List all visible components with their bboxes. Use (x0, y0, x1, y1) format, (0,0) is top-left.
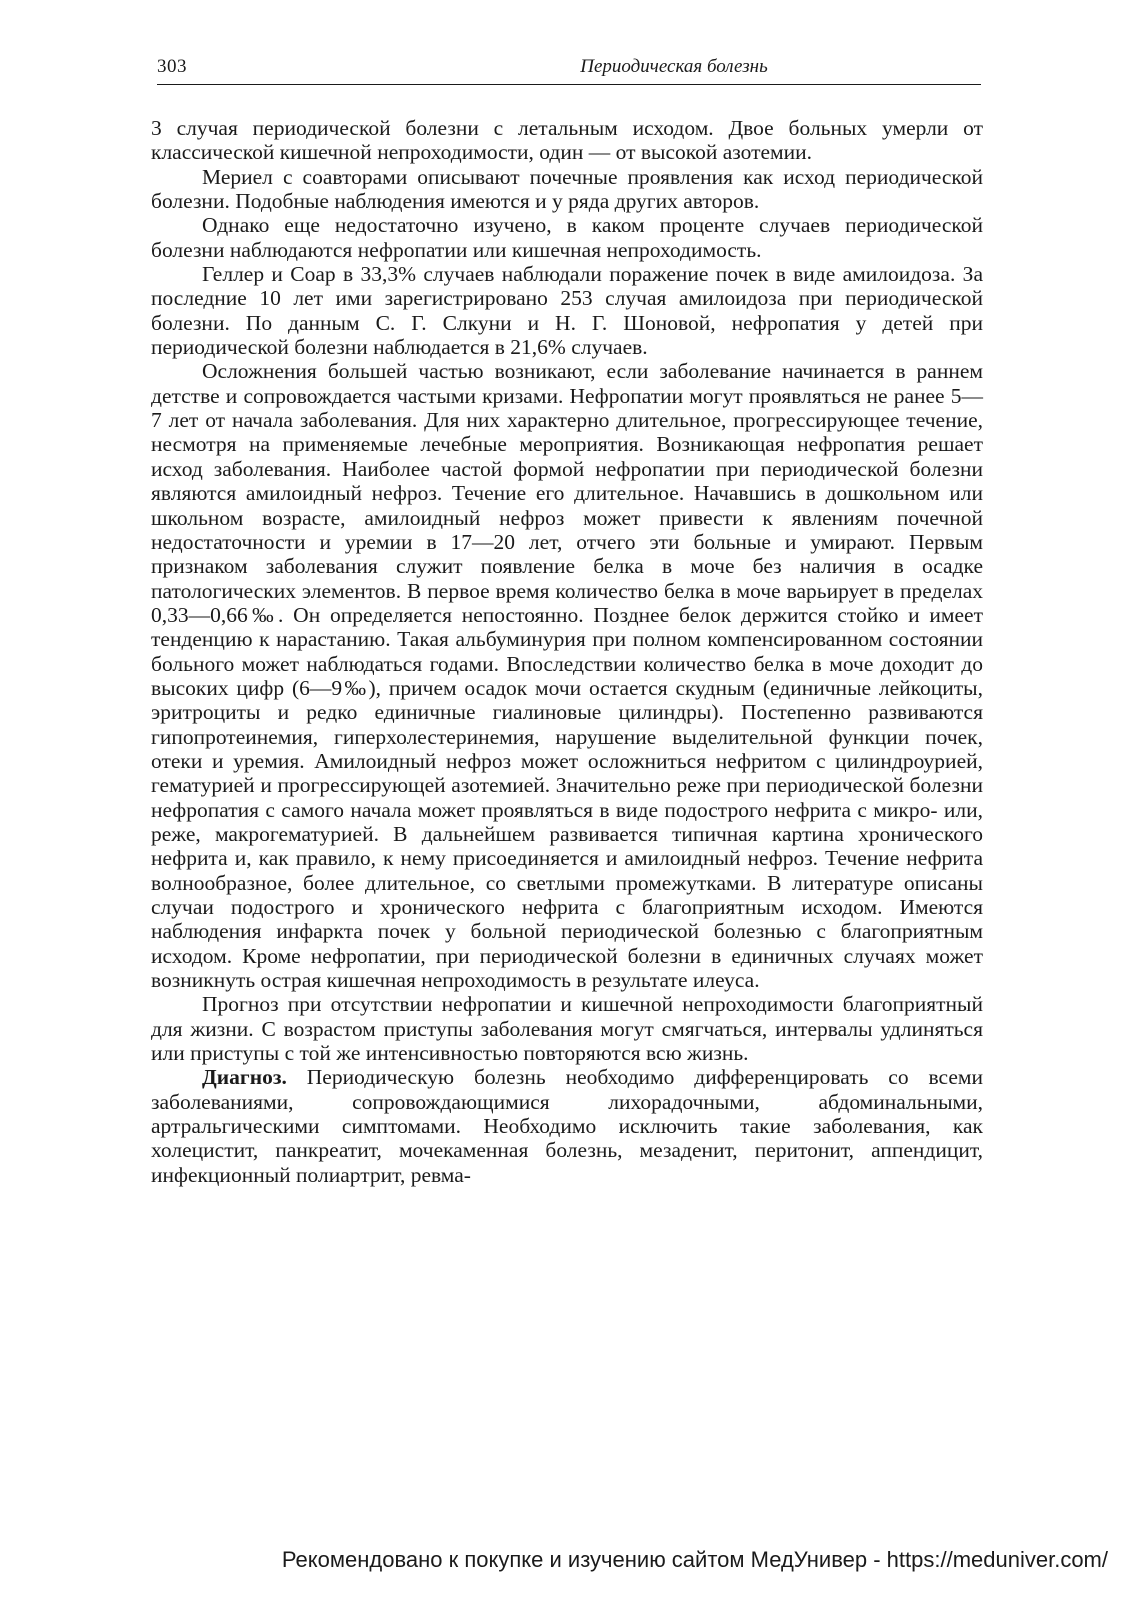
paragraph-continuation: 3 случая периодической болезни с летальным исходом. Двое больных умерли от классической кишечной непроходимости, один — от высокой азотемии. (151, 116, 983, 165)
paragraph-meriel: Мериел с соавторами описывают почечные проявления как исход периодической болезни. Подобные наблюдения имеются и у ряда других авторов. (151, 164, 983, 214)
header-rule (157, 84, 981, 85)
running-head (157, 55, 981, 81)
diagnosis-text: Периодическую болезнь необходимо дифференцировать со всеми заболеваниями, сопровождающимися лихорадочными, абдоминальными, артральгическими симптомами. Необходимо исключить такие заболевания, как холецистит, панкреатит, мочекаменная болезнь, мезаденит, перитонит, аппендицит, инфекционный полиартрит, ревма- (151, 1065, 983, 1187)
running-title: Периодическая болезнь (580, 56, 768, 77)
diagnosis-heading: Диагноз. (202, 1065, 287, 1090)
paragraph-heller-soar: Геллер и Соар в 33,3% случаев наблюдали поражение почек в виде амилоидоза. За последние 10 лет ими зарегистрировано 253 случая амилоидоза при периодической болезни. По данным С. Г. Слкуни и Н. Г. Шоновой, нефропатия у детей при периодической болезни наблюдается в 21,6% случаев. (151, 262, 983, 360)
paragraph-diagnosis (151, 1065, 983, 1187)
body-text (151, 116, 983, 1187)
page-number: 303 (157, 56, 187, 77)
paragraph-insufficiently-studied: Однако еще недостаточно изучено, в каком проценте случаев периодической болезни наблюдаются нефропатии или кишечная непроходимость. (151, 213, 983, 262)
footer-recommendation: Рекомендовано к покупке и изучению сайтом МедУнивер - https://meduniver.com/ (281, 1547, 1108, 1572)
paragraph-complications: Осложнения большей частью возникают, если заболевание начинается в раннем детстве и сопровождается частыми кризами. Нефропатии могут проявляться не ранее 5—7 лет от начала заболевания. Для них характерно длительное, прогрессирующее течение, несмотря на применяемые лечебные мероприятия. Возникающая нефропатия решает исход заболевания. Наиболее частой формой нефропатии при периодической болезни являются амилоидный нефроз. Течение его длительное. Начавшись в дошкольном или школьном возрасте, амилоидный нефроз может привести к явлениям почечной недостаточности и уремии в 17—20 лет, отчего эти больные и умирают. Первым признаком заболевания служит появление белка в моче без наличия в осадке патологических элементов. В первое время количество белка в моче варьирует в пределах 0,33—0,66‰. Он определяется непостоянно. Позднее белок держится стойко и имеет тенденцию к нарастанию. Такая альбуминурия при полном компенсированном состоянии больного может наблюдаться годами. Впоследствии количество белка в моче доходит до высоких цифр (6—9‰), причем осадок мочи остается скудным (единичные лейкоциты, эритроциты и редко единичные гиалиновые цилиндры). Постепенно развиваются гипопротеинемия, гиперхолестеринемия, нарушение выделительной функции почек, отеки и уремия. Амилоидный нефроз может осложниться нефритом с цилиндроурией, гематурией и прогрессирующей азотемией. Значительно реже при периодической болезни нефропатия с самого начала может проявляться в виде подострого нефрита с микро- или, реже, макрогематурией. В дальнейшем развивается типичная картина хронического нефрита и, как правило, к нему присоединяется и амилоидный нефроз. Течение нефрита волнообразное, более длительное, со светлыми промежутками. В литературе описаны случаи подострого и хронического нефрита с благоприятным исходом. Имеются наблюдения инфаркта почек у больной периодической болезнью с благоприятным исходом. Кроме нефропатии, при периодической болезни в единичных случаях может возникнуть острая кишечная непроходимость в результате илеуса. (151, 359, 983, 993)
paragraph-prognosis: Прогноз при отсутствии нефропатии и кишечной непроходимости благоприятный для жизни. С возрастом приступы заболевания могут смягчаться, интервалы удлиняться или приступы с той же интенсивностью повторяются всю жизнь. (151, 992, 983, 1066)
